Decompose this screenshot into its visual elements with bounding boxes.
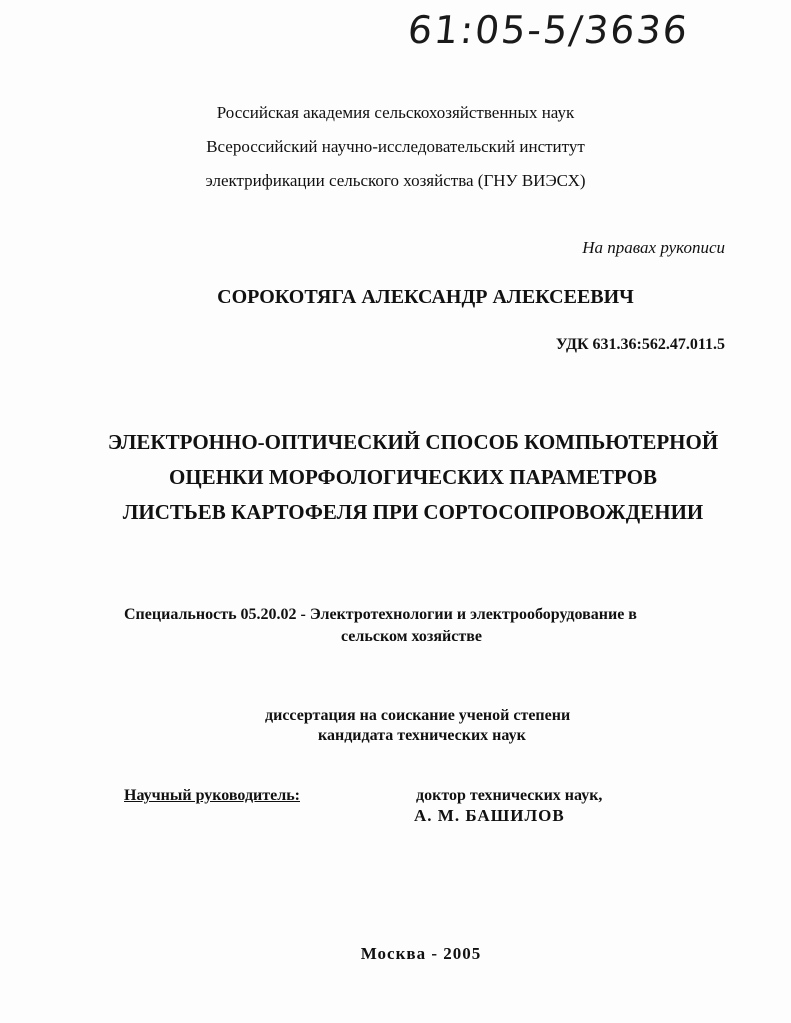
dissertation-degree-line-2: кандидата технических наук: [318, 727, 526, 744]
archive-code-handwritten: 61:05-5/3636: [405, 8, 692, 52]
author-name: СОРОКОТЯГА АЛЕКСАНДР АЛЕКСЕЕВИЧ: [217, 286, 634, 308]
organization-line-institute: Всероссийский научно-исследовательский институт: [206, 137, 585, 156]
manuscript-rights: На правах рукописи: [582, 238, 725, 257]
supervisor-degree: доктор технических наук,: [416, 787, 603, 804]
supervisor-label: Научный руководитель:: [124, 787, 300, 804]
city-year: Москва - 2005: [360, 944, 482, 963]
organization-line-electrification: электрификации сельского хозяйства (ГНУ ВИЭСХ): [205, 171, 586, 190]
dissertation-title-line-1: ЭЛЕКТРОННО-ОПТИЧЕСКИЙ СПОСОБ КОМПЬЮТЕРНОЙ: [107, 430, 719, 454]
specialty-line-1: Специальность 05.20.02 - Электротехнологии и электрооборудование в: [124, 606, 637, 623]
dissertation-title-line-2: ОЦЕНКИ МОРФОЛОГИЧЕСКИХ ПАРАМЕТРОВ: [169, 465, 657, 489]
dissertation-degree-line-1: диссертация на соискание ученой степени: [265, 707, 571, 724]
udk-code: УДК 631.36:562.47.011.5: [555, 336, 725, 353]
dissertation-title-line-3: ЛИСТЬЕВ КАРТОФЕЛЯ ПРИ СОРТОСОПРОВОЖДЕНИИ: [122, 500, 704, 524]
organization-line-academy: Российская академия сельскохозяйственных наук: [216, 103, 575, 122]
supervisor-name: А. М. БАШИЛОВ: [414, 806, 565, 825]
specialty-line-2: сельском хозяйстве: [341, 628, 482, 645]
